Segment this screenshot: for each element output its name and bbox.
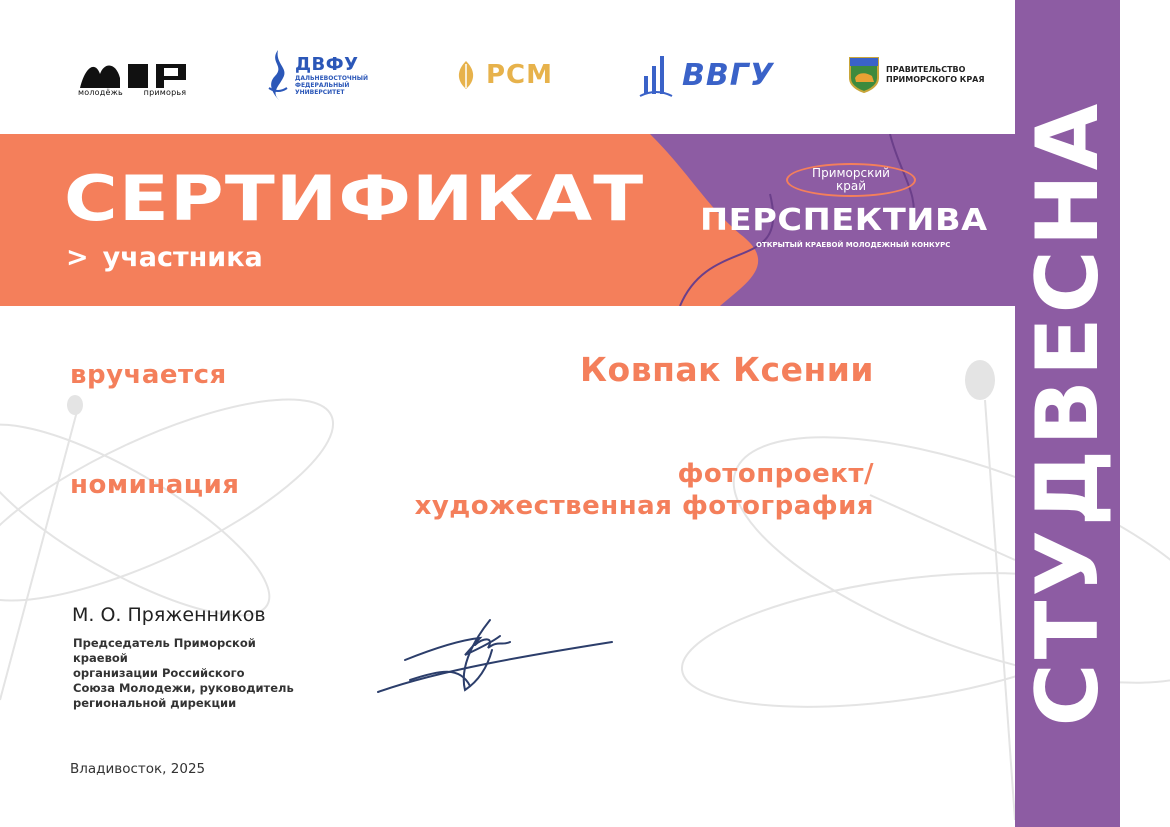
- contest-subtitle: ОТКРЫТЫЙ КРАЕВОЙ МОЛОДЕЖНЫЙ КОНКУРС: [756, 241, 951, 249]
- handwritten-signature: [370, 610, 620, 700]
- mmp-logo-icon: [78, 58, 188, 92]
- signer-role: [73, 636, 313, 711]
- role-line1: Председатель Приморской краевой: [73, 636, 256, 665]
- dvfu-title: ДВФУ: [295, 54, 359, 75]
- certificate-title: СЕРТИФИКАТ: [64, 162, 645, 235]
- vvgu-building-icon: [638, 52, 674, 98]
- rsm-title: РСМ: [486, 60, 554, 90]
- nomination-line1: фотопроект/: [677, 459, 874, 489]
- nomination-label: номинация: [70, 470, 240, 500]
- rsm-leaf-icon: [452, 60, 480, 90]
- gov-line1: ПРАВИТЕЛЬСТВО: [886, 65, 966, 74]
- region-line1: Приморский: [812, 166, 890, 180]
- dvfu-sub1: ДАЛЬНЕВОСТОЧНЫЙ: [295, 75, 369, 82]
- role-line3: Союза Молодежи, руководитель: [73, 681, 294, 695]
- role-line4: региональной дирекции: [73, 696, 237, 710]
- side-stripe-text: СТУДВЕСНА: [1018, 99, 1118, 727]
- recipient-name: Ковпак Ксении: [580, 350, 874, 389]
- logo-rsm: [452, 45, 553, 105]
- mmp-sub-left: молодёжь: [78, 88, 123, 97]
- nomination-line2: художественная фотография: [414, 491, 874, 521]
- logo-dvfu: [265, 45, 368, 105]
- subtitle-text: участника: [102, 242, 263, 273]
- nomination-value: [415, 458, 874, 522]
- gov-line2: ПРИМОРСКОГО КРАЯ: [886, 75, 985, 84]
- logo-primorye-government: [848, 45, 985, 105]
- place-and-year: Владивосток, 2025: [70, 761, 206, 777]
- awarded-label: вручается: [70, 360, 227, 390]
- logo-vvgu: [638, 45, 774, 105]
- region-badge: [786, 163, 916, 197]
- contest-title: ПЕРСПЕКТИВА: [700, 203, 988, 238]
- dvfu-flame-icon: [265, 48, 291, 102]
- mmp-sub-right: приморья: [143, 88, 187, 97]
- region-line2: край: [835, 179, 867, 193]
- mmp-subtitle: [78, 88, 204, 97]
- role-line2: организации Российского: [73, 666, 245, 680]
- dvfu-sub2: ФЕДЕРАЛЬНЫЙ: [295, 82, 350, 89]
- certificate-subtitle: [66, 242, 263, 273]
- coat-of-arms-icon: [848, 56, 880, 94]
- signer-name: М. О. Пряженников: [72, 604, 266, 626]
- subtitle-arrow: >: [66, 242, 89, 273]
- vvgu-title: ВВГУ: [682, 57, 774, 93]
- logo-molodezh-primorya: [78, 45, 188, 105]
- dvfu-sub3: УНИВЕРСИТЕТ: [295, 89, 345, 96]
